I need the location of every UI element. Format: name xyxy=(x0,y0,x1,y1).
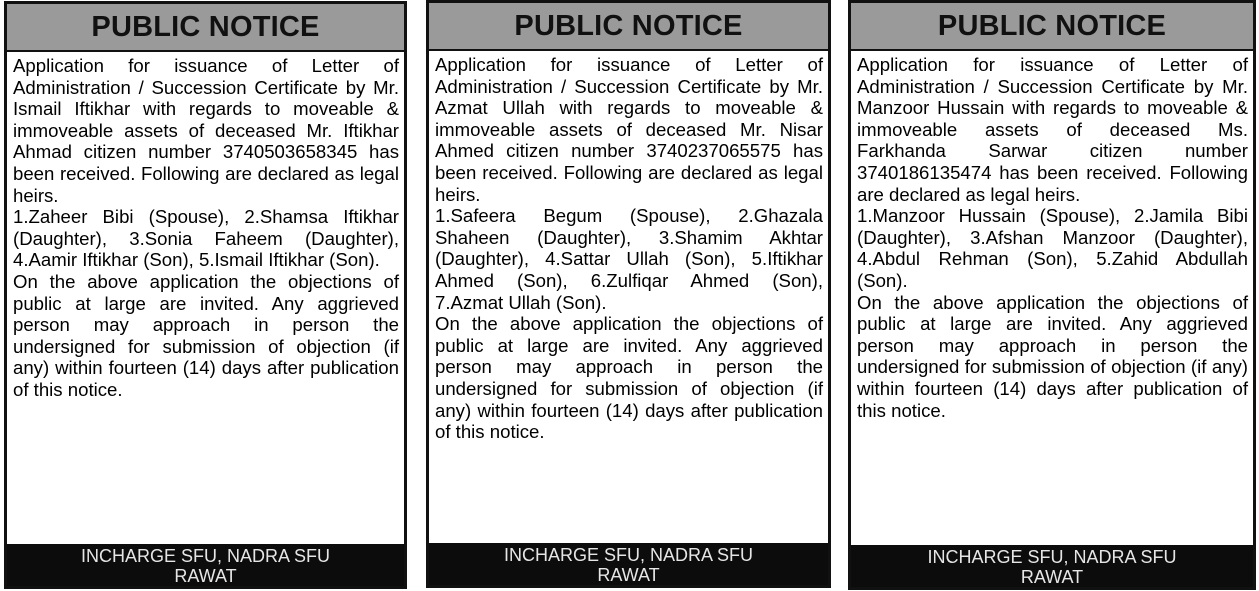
public-notice-2 xyxy=(426,0,831,588)
application-text: Application for issuance of Letter of Administration / Succession Certificate by Mr. Azmat Ullah with regards to moveable & immoveable assets of deceased Mr. Nisar Ahmed citizen number 3740237065575 has been received. Following are declared as legal heirs. xyxy=(435,54,823,205)
objection-text: On the above application the objections of public at large are invited. Any aggrieved person may approach in person the undersigned for submission of objection (if any) within fourteen (14) days after publication of this notice. xyxy=(435,313,823,443)
public-notice-3 xyxy=(848,0,1256,590)
footer-line-1: INCHARGE SFU, NADRA SFU xyxy=(80,546,331,566)
application-text: Application for issuance of Letter of Administration / Succession Certificate by Mr. Ismail Iftikhar with regards to moveable & immoveable assets of deceased Mr. Iftikhar Ahmad citizen number 3740503658345 has been received. Following are declared as legal heirs. xyxy=(13,55,399,206)
notice-footer xyxy=(429,543,828,585)
footer-line-1: INCHARGE SFU, NADRA SFU xyxy=(927,547,1177,567)
legal-heirs-list: 1.Zaheer Bibi (Spouse), 2.Shamsa Iftikhar (Daughter), 3.Sonia Faheem (Daughter), 4.Aamir Iftikhar (Son), 5.Ismail Iftikhar (Son). xyxy=(13,206,399,271)
objection-text: On the above application the objections of public at large are invited. Any aggrieved person may approach in person the undersigned for submission of objection (if any) within fourteen (14) days after publication of this notice. xyxy=(13,270,399,400)
footer-line-1: INCHARGE SFU, NADRA SFU xyxy=(503,545,754,565)
legal-heirs-list: 1.Manzoor Hussain (Spouse), 2.Jamila Bibi (Daughter), 3.Afshan Manzoor (Daughter), 4.Abdul Rehman (Son), 5.Zahid Abdullah (Son). xyxy=(857,205,1248,291)
footer-line-2: RAWAT xyxy=(174,566,237,586)
legal-heirs-list: 1.Safeera Begum (Spouse), 2.Ghazala Shaheen (Daughter), 3.Shamim Akhtar (Daughter), 4.Sattar Ullah (Son), 5.Iftikhar Ahmed (Son), 6.Zulfiqar Ahmed (Son), 7.Azmat Ullah (Son). xyxy=(435,205,823,313)
notice-body xyxy=(7,52,404,401)
notice-body xyxy=(851,51,1253,421)
notice-footer xyxy=(851,545,1253,587)
public-notice-1 xyxy=(4,1,407,589)
footer-line-2: RAWAT xyxy=(597,565,660,585)
notice-title: PUBLIC NOTICE xyxy=(429,3,828,51)
notice-title: PUBLIC NOTICE xyxy=(7,4,404,52)
footer-line-2: RAWAT xyxy=(1020,567,1084,587)
application-text: Application for issuance of Letter of Administration / Succession Certificate by Mr. Manzoor Hussain with regards to moveable & immoveable assets of deceased Ms. Farkhanda Sarwar citizen number 3740186135474 has been received. Following are declared as legal heirs. xyxy=(857,54,1248,205)
notice-body xyxy=(429,51,828,443)
objection-text: On the above application the objections of public at large are invited. Any aggrieved person may approach in person the undersigned for submission of objection (if any) within fourteen (14) days after publication of this notice. xyxy=(857,291,1248,421)
notice-footer xyxy=(7,544,404,586)
notice-title: PUBLIC NOTICE xyxy=(851,3,1253,51)
